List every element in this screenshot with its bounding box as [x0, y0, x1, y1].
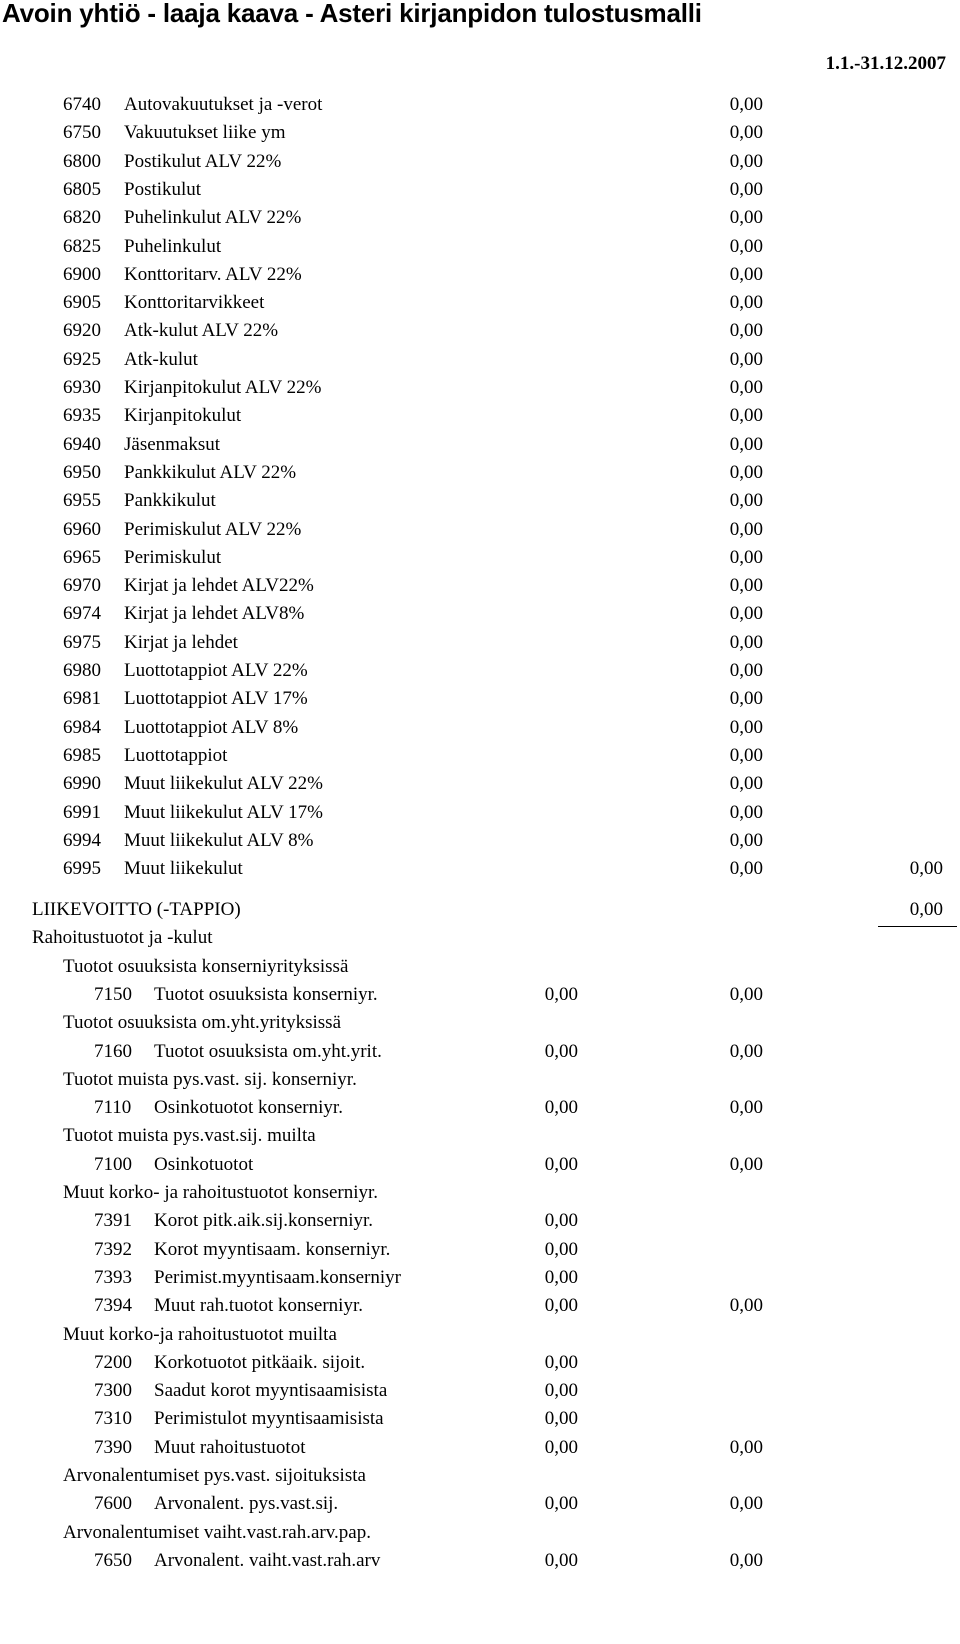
- account-amount: 0,00: [544, 1493, 578, 1515]
- account-name: Muut liikekulut ALV 22%: [124, 773, 323, 795]
- financial-heading: Rahoitustuotot ja -kulut: [32, 927, 213, 949]
- account-amount: 0,00: [729, 433, 763, 455]
- operating-result-amount: 0,00: [909, 899, 943, 920]
- group-heading: Muut korko- ja rahoitustuotot konserniyr.: [63, 1182, 379, 1203]
- account-code: 6800: [63, 150, 101, 172]
- group-heading-row: [0, 1009, 960, 1037]
- account-code: 6950: [63, 461, 101, 483]
- account-name: Pankkikulut ALV 22%: [124, 461, 297, 483]
- account-amount: 0,00: [544, 1153, 578, 1175]
- account-amount: 0,00: [729, 744, 763, 766]
- account-name: Perimiskulut ALV 22%: [124, 518, 302, 540]
- account-amount: 0,00: [729, 461, 763, 483]
- group-heading-row: [0, 1519, 960, 1547]
- group-heading: Arvonalentumiset pys.vast. sijoituksista: [63, 1465, 366, 1486]
- account-row: [0, 119, 960, 147]
- financial-account-row: [0, 1377, 960, 1405]
- account-row: [0, 799, 960, 827]
- account-row: [0, 572, 960, 600]
- account-name: Osinkotuotot konserniyr.: [154, 1097, 343, 1119]
- account-code: 7110: [94, 1097, 132, 1119]
- account-code: 7394: [94, 1295, 132, 1317]
- group-heading-row: [0, 953, 960, 981]
- account-code: 6991: [63, 801, 101, 823]
- account-row: [0, 402, 960, 430]
- account-name: Luottotappiot ALV 8%: [124, 716, 299, 738]
- account-amount: 0,00: [729, 178, 763, 200]
- account-name: Postikulut ALV 22%: [124, 150, 282, 172]
- account-amount: 0,00: [729, 631, 763, 653]
- account-amount: 0,00: [729, 122, 763, 144]
- account-row: [0, 374, 960, 402]
- account-amount: 0,00: [729, 546, 763, 568]
- account-code: 6935: [63, 405, 101, 427]
- account-amount: 0,00: [729, 829, 763, 851]
- account-name: Osinkotuotot: [154, 1153, 254, 1175]
- financial-heading-row: [0, 924, 960, 952]
- account-code: 7392: [94, 1238, 132, 1260]
- account-code: 7310: [94, 1408, 132, 1430]
- account-name: Puhelinkulut: [124, 235, 222, 257]
- financial-account-row: [0, 1490, 960, 1518]
- account-code: 6984: [63, 716, 101, 738]
- account-amount: 0,00: [729, 688, 763, 710]
- account-code: 6995: [63, 858, 101, 880]
- account-amount: 0,00: [544, 1040, 578, 1062]
- group-subtotal: 0,00: [729, 1153, 763, 1175]
- account-name: Perimist.myyntisaam.konserniyr: [154, 1266, 401, 1288]
- account-code: 7600: [94, 1493, 132, 1515]
- group-heading-row: [0, 1321, 960, 1349]
- account-amount: 0,00: [544, 1295, 578, 1317]
- account-name: Konttoritarvikkeet: [124, 292, 265, 314]
- account-amount: 0,00: [544, 1238, 578, 1260]
- account-code: 6805: [63, 178, 101, 200]
- group-heading: Arvonalentumiset vaiht.vast.rah.arv.pap.: [63, 1521, 371, 1543]
- account-row: [0, 204, 960, 232]
- account-code: 6940: [63, 433, 101, 455]
- account-code: 7390: [94, 1436, 132, 1458]
- account-row: [0, 629, 960, 657]
- account-row: [0, 742, 960, 770]
- account-amount: 0,00: [729, 858, 763, 880]
- account-row: [0, 544, 960, 572]
- group-subtotal: 0,00: [729, 1040, 763, 1062]
- account-amount: 0,00: [729, 660, 763, 681]
- financial-account-row: [0, 1151, 960, 1179]
- account-name: Jäsenmaksut: [124, 433, 221, 455]
- account-code: 6740: [63, 94, 101, 115]
- account-name: Luottotappiot: [124, 744, 228, 766]
- account-row: [0, 176, 960, 204]
- group-subtotal: 0,00: [729, 1295, 763, 1317]
- account-name: Luottotappiot ALV 22%: [124, 660, 308, 681]
- report-title: Avoin yhtiö - laaja kaava - Asteri kirjanpidon tulostusmalli: [2, 0, 702, 28]
- account-code: 6925: [63, 348, 101, 370]
- total-underline: [878, 926, 957, 927]
- account-amount: 0,00: [729, 603, 763, 625]
- financial-account-row: [0, 1405, 960, 1433]
- account-name: Kirjat ja lehdet: [124, 631, 238, 653]
- account-amount: 0,00: [729, 348, 763, 370]
- account-row: [0, 855, 960, 883]
- group-heading: Tuotot muista pys.vast. sij. konserniyr.: [63, 1068, 357, 1090]
- account-row: [0, 600, 960, 628]
- account-code: 6920: [63, 320, 101, 342]
- account-name: Muut liikekulut: [124, 858, 243, 880]
- account-row: [0, 148, 960, 176]
- account-amount: 0,00: [729, 801, 763, 823]
- group-heading: Tuotot osuuksista konserniyrityksissä: [63, 955, 349, 977]
- account-name: Kirjat ja lehdet ALV22%: [124, 575, 314, 597]
- account-code: 6960: [63, 518, 101, 540]
- account-code: 6750: [63, 122, 101, 144]
- account-amount: 0,00: [729, 207, 763, 229]
- group-heading-row: [0, 1066, 960, 1094]
- account-name: Korkotuotot pitkäaik. sijoit.: [154, 1351, 366, 1373]
- account-code: 6825: [63, 235, 101, 257]
- account-code: 6970: [63, 575, 101, 597]
- account-name: Korot myyntisaam. konserniyr.: [154, 1238, 391, 1260]
- account-name: Muut liikekulut ALV 17%: [124, 801, 323, 823]
- account-amount: 0,00: [544, 1549, 578, 1571]
- account-code: 6980: [63, 660, 101, 681]
- account-amount: 0,00: [729, 320, 763, 342]
- account-row: [0, 289, 960, 317]
- group-heading: Tuotot muista pys.vast.sij. muilta: [63, 1125, 316, 1147]
- account-name: Tuotot osuuksista om.yht.yrit.: [154, 1040, 382, 1062]
- account-name: Atk-kulut: [124, 348, 198, 370]
- account-name: Kirjat ja lehdet ALV8%: [124, 603, 305, 625]
- operating-result-row: [0, 896, 960, 924]
- account-amount: 0,00: [729, 405, 763, 427]
- account-row: [0, 459, 960, 487]
- account-code: 7393: [94, 1266, 132, 1288]
- account-amount: 0,00: [544, 1408, 578, 1430]
- account-name: Luottotappiot ALV 17%: [124, 688, 308, 710]
- financial-account-row: [0, 1434, 960, 1462]
- account-row: [0, 516, 960, 544]
- account-row: [0, 770, 960, 798]
- financial-account-row: [0, 1547, 960, 1575]
- account-name: Puhelinkulut ALV 22%: [124, 207, 302, 229]
- financial-account-row: [0, 981, 960, 1009]
- account-amount: 0,00: [729, 377, 763, 398]
- account-row: [0, 487, 960, 515]
- account-amount: 0,00: [729, 94, 763, 115]
- account-name: Konttoritarv. ALV 22%: [124, 263, 302, 285]
- account-row: [0, 657, 960, 685]
- financial-account-row: [0, 1264, 960, 1292]
- account-name: Kirjanpitokulut: [124, 405, 242, 427]
- account-name: Perimiskulut: [124, 546, 222, 568]
- account-amount: 0,00: [729, 716, 763, 738]
- account-code: 7160: [94, 1040, 132, 1062]
- account-code: 7650: [94, 1549, 132, 1571]
- account-amount: 0,00: [544, 983, 578, 1005]
- account-row: [0, 346, 960, 374]
- account-row: [0, 233, 960, 261]
- account-row: [0, 91, 960, 119]
- account-code: 6965: [63, 546, 101, 568]
- account-code: 6900: [63, 263, 101, 285]
- account-code: 6974: [63, 603, 101, 625]
- account-code: 6981: [63, 688, 101, 710]
- account-amount: 0,00: [729, 773, 763, 795]
- account-code: 7391: [94, 1210, 132, 1232]
- account-name: Postikulut: [124, 178, 202, 200]
- account-amount: 0,00: [729, 263, 763, 285]
- financial-account-row: [0, 1292, 960, 1320]
- financial-account-row: [0, 1207, 960, 1235]
- account-name: Atk-kulut ALV 22%: [124, 320, 279, 342]
- account-row: [0, 431, 960, 459]
- group-subtotal: 0,00: [729, 1097, 763, 1119]
- financial-account-row: [0, 1236, 960, 1264]
- account-row: [0, 317, 960, 345]
- account-code: 6990: [63, 773, 101, 795]
- account-amount: 0,00: [544, 1210, 578, 1232]
- account-amount: 0,00: [544, 1266, 578, 1288]
- account-code: 6985: [63, 744, 101, 766]
- account-name: Muut rahoitustuotot: [154, 1436, 306, 1458]
- account-name: Arvonalent. vaiht.vast.rah.arv: [154, 1549, 381, 1571]
- account-name: Autovakuutukset ja -verot: [124, 94, 323, 115]
- account-row: [0, 261, 960, 289]
- account-amount: 0,00: [544, 1380, 578, 1402]
- account-name: Tuotot osuuksista konserniyr.: [154, 983, 378, 1005]
- financial-account-row: [0, 1038, 960, 1066]
- account-amount: 0,00: [729, 518, 763, 540]
- account-code: 6975: [63, 631, 101, 653]
- account-name: Saadut korot myyntisaamisista: [154, 1380, 388, 1402]
- account-amount: 0,00: [544, 1351, 578, 1373]
- account-amount: 0,00: [729, 235, 763, 257]
- account-amount: 0,00: [729, 292, 763, 314]
- account-amount: 0,00: [729, 575, 763, 597]
- account-amount: 0,00: [544, 1436, 578, 1458]
- group-heading-row: [0, 1122, 960, 1150]
- account-code: 6930: [63, 377, 101, 398]
- account-name: Pankkikulut: [124, 490, 216, 512]
- account-code: 6955: [63, 490, 101, 512]
- financial-account-row: [0, 1094, 960, 1122]
- account-code: 7300: [94, 1380, 132, 1402]
- operating-result-label: LIIKEVOITTO (-TAPPIO): [32, 899, 241, 920]
- group-heading: Tuotot osuuksista om.yht.yrityksissä: [63, 1012, 342, 1034]
- account-name: Kirjanpitokulut ALV 22%: [124, 377, 322, 398]
- account-code: 7150: [94, 983, 132, 1005]
- account-amount: 0,00: [729, 150, 763, 172]
- account-code: 6994: [63, 829, 101, 851]
- section-total: 0,00: [909, 858, 943, 880]
- account-row: [0, 827, 960, 855]
- group-heading-row: [0, 1179, 960, 1207]
- account-name: Muut rah.tuotot konserniyr.: [154, 1295, 363, 1317]
- account-amount: 0,00: [544, 1097, 578, 1119]
- account-name: Vakuutukset liike ym: [124, 122, 286, 144]
- financial-account-row: [0, 1349, 960, 1377]
- account-name: Perimistulot myyntisaamisista: [154, 1408, 384, 1430]
- group-subtotal: 0,00: [729, 1549, 763, 1571]
- group-heading: Muut korko-ja rahoitustuotot muilta: [63, 1323, 337, 1345]
- account-row: [0, 685, 960, 713]
- account-name: Korot pitk.aik.sij.konserniyr.: [154, 1210, 374, 1232]
- account-code: 7100: [94, 1153, 132, 1175]
- group-subtotal: 0,00: [729, 1436, 763, 1458]
- group-heading-row: [0, 1462, 960, 1490]
- account-row: [0, 714, 960, 742]
- group-subtotal: 0,00: [729, 983, 763, 1005]
- account-code: 6820: [63, 207, 101, 229]
- group-subtotal: 0,00: [729, 1493, 763, 1515]
- report-period: 1.1.-31.12.2007: [825, 53, 946, 74]
- account-amount: 0,00: [729, 490, 763, 512]
- account-name: Muut liikekulut ALV 8%: [124, 829, 314, 851]
- account-code: 7200: [94, 1351, 132, 1373]
- account-name: Arvonalent. pys.vast.sij.: [154, 1493, 339, 1515]
- account-code: 6905: [63, 292, 101, 314]
